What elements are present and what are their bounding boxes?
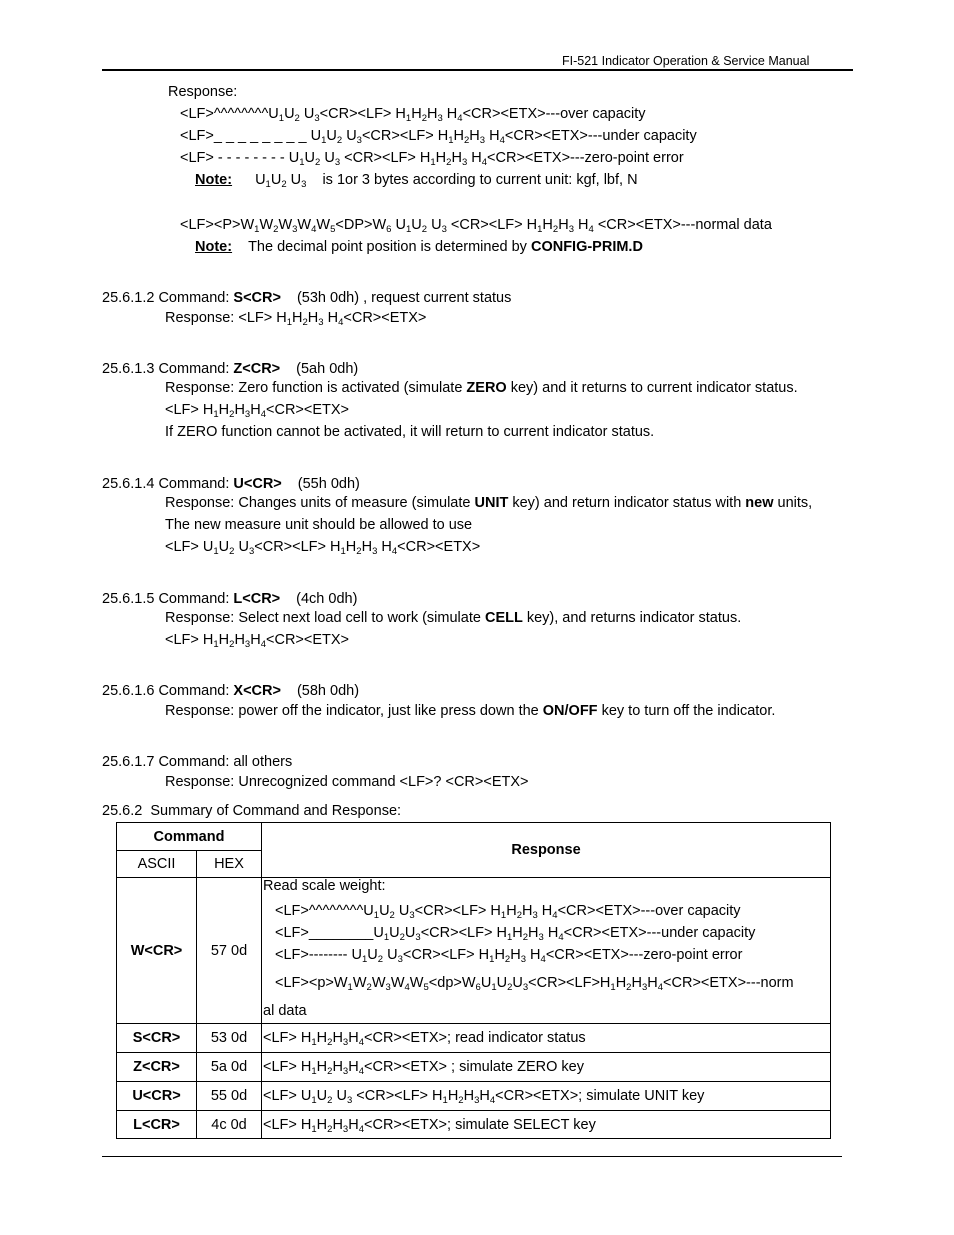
header-command: Command [117,823,262,851]
row-l-response: $<LF> H_1H_2H_3H_4<CR><ETX>$; simulate SELECT key [262,1111,831,1139]
normal-data-line: $<LF><P>W_1W_2W_3W_4W_5<DP>W_6$ $U_1U_2$ $U_3 <CR><LF> H_1H_2H_3$ $H_4$ <CR><ETX>---normal data [180,217,772,235]
section-25-6-1-3-format: $<LF> H_1H_2H_3H_4<CR><ETX>$ [165,402,350,420]
row-s-hex: 53 0d [197,1024,262,1053]
table-row [117,878,831,1024]
row-z-hex: 5a 0d [197,1053,262,1082]
section-25-6-1-6-response: Response: power off the indicator, just like press down the ON/OFF key to turn off the indicator. [165,703,776,719]
section-25-6-1-3-command: 25.6.1.3 Command: Z<CR> (5ah 0dh) [102,361,359,377]
section-25-6-1-5-response: Response: Select next load cell to work (simulate CELL key), and returns indicator status. [165,610,742,626]
w-under-capacity: $<LF>\_\_\_\_\_\_\_\_U_1U_2U_3<CR><LF> H_1H_2H_3$ $H_4<CR><ETX>--$-under capacity [275,925,756,943]
row-z-response: $<LF> H_1H_2H_3H_4<CR><ETX>$ ; simulate ZERO key [262,1053,831,1082]
row-l-ascii: L<CR> [117,1111,197,1139]
section-25-6-1-5-command: 25.6.1.5 Command: L<CR> (4ch 0dh) [102,591,358,607]
header-ascii: ASCII [117,851,197,878]
row-s-ascii: S<CR> [117,1024,197,1053]
row-w-hex: 57 0d [197,878,262,1024]
section-25-6-1-2-response: Response: $<LF> H_1H_2H_3$ $H_4<CR><ETX>$ [165,310,427,328]
section-25-6-1-7-response: Response: Unrecognized command <LF>? <CR><ETX> [165,774,529,790]
zero-point-error-line: <LF> - - - - - - - - $U_1U_2$ $U_3 <CR><LF> H_1H_2H_3$ $H_4<CR><ETX>---zero$-point error [180,150,684,168]
table-row [117,1111,831,1139]
under-capacity-line: <LF>_ _ _ _ _ _ _ _ $U_1U_2$ $U_3<CR><LF> H_1H_2H_3$ $H_4<CR><ETX>--$-under capacity [180,128,697,146]
note-units: Note: $U_1U_2$ $U_3$ is 1or 3 bytes according to current unit: kgf, lbf, N [195,172,638,190]
section-25-6-2-title: 25.6.2 Summary of Command and Response: [102,803,402,819]
header-hex: HEX [197,851,262,878]
w-normal-data: $<LF><p>W_1W_2W_3W_4W_5<dp>W_6U_1U_2U_3<CR><LF>H_1H_2H_3H_4<CR><ETX>--$-norm [275,975,794,993]
section-25-6-1-4-format: $<LF> U_1U_2$ $U_3<CR><LF> H_1H_2H_3$ $H_4<CR><ETX>$ [165,539,481,557]
row-s-response: $<LF> H_1H_2H_3H_4<CR><ETX>$; read indicator status [262,1024,831,1053]
table-header-row [117,823,831,851]
row-u-hex: 55 0d [197,1082,262,1111]
section-25-6-1-4-response: Response: Changes units of measure (simulate UNIT key) and return indicator status with new units, [165,495,813,511]
w-over-capacity: $<LF>\^{}\^{}\^{}\^{}\^{}\^{}\^{}\^{}U_1U_2$ $U_3<CR><LF> H_1H_2H_3$ $H_4<CR><ETX>--$-over capacity [275,903,741,921]
row-u-ascii: U<CR> [117,1082,197,1111]
header-rule [102,69,853,71]
row-w-ascii: W<CR> [117,878,197,1024]
footer-rule [102,1156,842,1157]
section-25-6-1-6-command: 25.6.1.6 Command: X<CR> (58h 0dh) [102,683,360,699]
w-zero-point-error: <LF>-------- $U_1U_2$ $U_3<CR><LF> H_1H_2H_3$ $H_4<CR><ETX>---zero$-point error [275,947,743,965]
row-l-hex: 4c 0d [197,1111,262,1139]
section-25-6-1-5-format: $<LF> H_1H_2H_3H_4<CR><ETX>$ [165,632,350,650]
note-decimal-point: Note: The decimal point position is determined by CONFIG-PRIM.D [195,239,643,255]
w-normal-data-wrap: al data [263,1003,307,1019]
over-capacity-line: $<LF>\^{}\^{}\^{}\^{}\^{}\^{}\^{}\^{}U_1U_2$ $U_3<CR><LF> H_1H_2H_3$ $H_4<CR><ETX>--$-over capacity [180,106,646,124]
table-row [117,1053,831,1082]
row-z-ascii: Z<CR> [117,1053,197,1082]
section-25-6-1-4-command: 25.6.1.4 Command: U<CR> (55h 0dh) [102,476,360,492]
section-25-6-1-4-note: The new measure unit should be allowed to use [165,517,473,533]
table-row [117,1024,831,1053]
response-label: Response: [168,84,238,100]
row-u-response: $<LF> U_1U_2$ $U_3 <CR><LF> H_1H_2H_3H_4<CR><ETX>$; simulate UNIT key [262,1082,831,1111]
command-summary-table [116,822,831,1139]
row-w-response [262,878,831,1024]
header-response: Response [262,823,831,878]
section-25-6-1-3-response: Response: Zero function is activated (simulate ZERO key) and it returns to current indicator status. [165,380,798,396]
w-read-scale: Read scale weight: [263,878,386,894]
section-25-6-1-3-note: If ZERO function cannot be activated, it will return to current indicator status. [165,424,655,440]
section-25-6-1-2-command: 25.6.1.2 Command: S<CR> (53h 0dh) , request current status [102,290,512,306]
table-row [117,1082,831,1111]
section-25-6-1-7-command: 25.6.1.7 Command: all others [102,754,293,770]
page-header-title: FI-521 Indicator Operation & Service Manual [562,54,810,68]
